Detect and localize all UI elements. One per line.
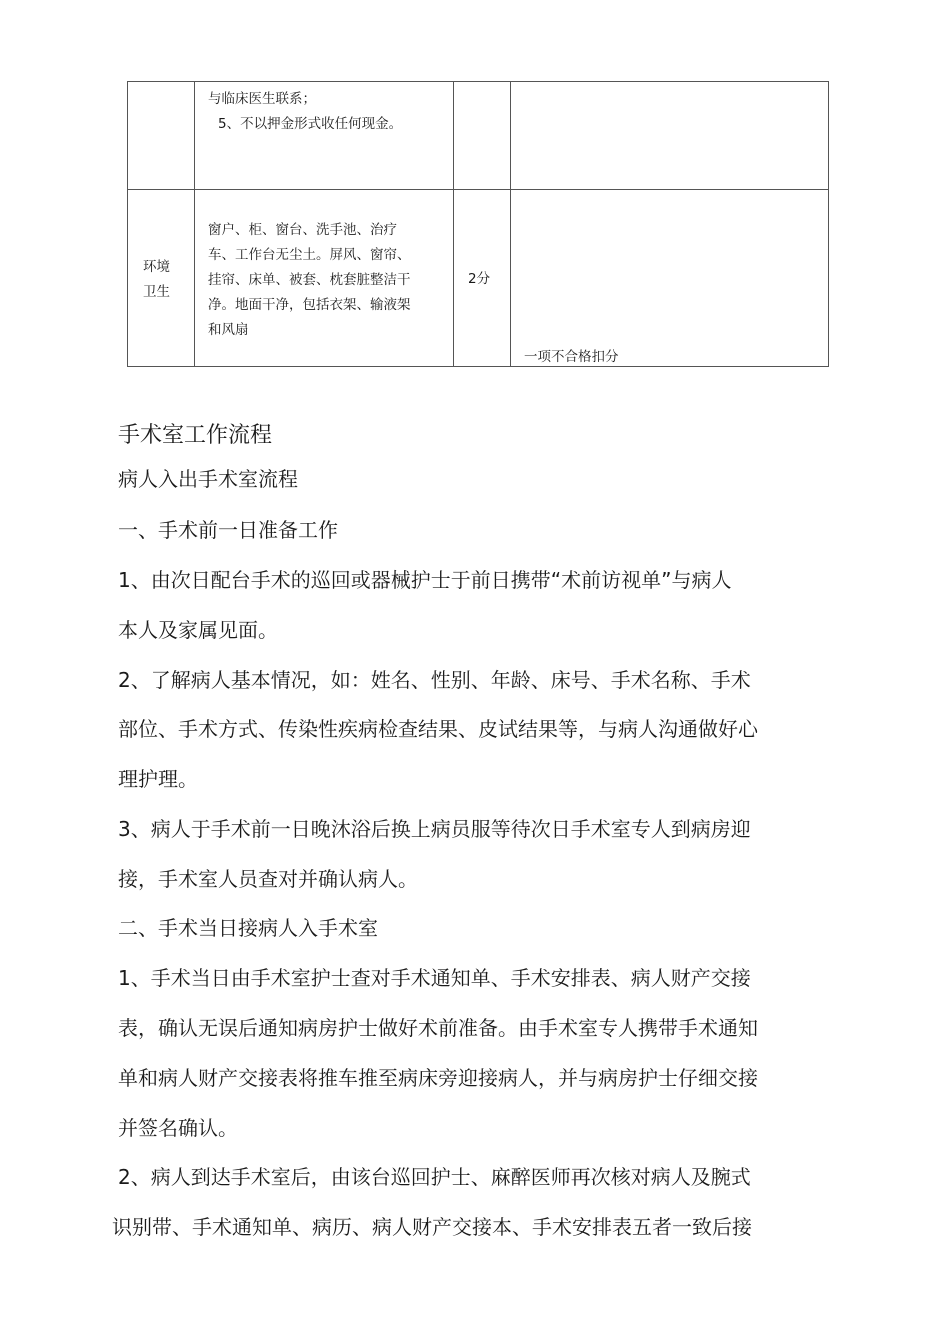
content-line: 净。地面干净，包括衣架、输液架 bbox=[208, 297, 411, 313]
table-border-bottom bbox=[127, 366, 829, 367]
row1-content-line: 5、不以押金形式收任何现金。 bbox=[218, 116, 403, 132]
row2-content bbox=[208, 218, 411, 343]
paragraph-line: 理护理。 bbox=[118, 767, 198, 791]
row2-category bbox=[143, 255, 170, 305]
section1-heading: 一、手术前一日准备工作 bbox=[118, 518, 338, 542]
paragraph-line: 并签名确认。 bbox=[118, 1116, 238, 1140]
content-line: 和风扇 bbox=[208, 322, 249, 338]
document-subtitle: 病人入出手术室流程 bbox=[118, 467, 298, 491]
table-row-divider bbox=[127, 189, 829, 190]
paragraph-line: 3、病人于手术前一日晚沐浴后换上病员服等待次日手术室专人到病房迎 bbox=[118, 817, 751, 841]
evaluation-table bbox=[127, 81, 829, 367]
table-border-right bbox=[828, 81, 829, 367]
table-border-left bbox=[127, 81, 128, 367]
row1-content bbox=[208, 87, 402, 137]
paragraph-line: 本人及家属见面。 bbox=[118, 618, 278, 642]
paragraph-line: 表，确认无误后通知病房护士做好术前准备。由手术室专人携带手术通知 bbox=[118, 1016, 758, 1040]
row1-content-line: 与临床医生联系； bbox=[208, 91, 316, 107]
category-line: 环境 bbox=[143, 259, 170, 275]
content-line: 车、工作台无尘土。屏风、窗帘、 bbox=[208, 247, 411, 263]
paragraph-line: 1、手术当日由手术室护士查对手术通知单、手术安排表、病人财产交接 bbox=[118, 966, 751, 990]
content-line: 挂帘、床单、被套、枕套脏整洁干 bbox=[208, 272, 411, 288]
paragraph-line: 识别带、手术通知单、病历、病人财产交接本、手术安排表五者一致后接 bbox=[112, 1215, 752, 1239]
table-col-divider bbox=[194, 81, 195, 367]
paragraph-line: 2、病人到达手术室后，由该台巡回护士、麻醉医师再次核对病人及腕式 bbox=[118, 1165, 751, 1189]
content-line: 窗户、柜、窗台、洗手池、治疗 bbox=[208, 222, 397, 238]
document-title: 手术室工作流程 bbox=[118, 423, 273, 448]
paragraph-line: 1、由次日配台手术的巡回或器械护士于前日携带“术前访视单”与病人 bbox=[118, 568, 732, 592]
table-border-top bbox=[127, 81, 829, 82]
table-col-divider bbox=[453, 81, 454, 367]
row2-score: 2分 bbox=[468, 271, 491, 287]
table-col-divider bbox=[510, 81, 511, 367]
paragraph-line: 部位、手术方式、传染性疾病检查结果、皮试结果等，与病人沟通做好心 bbox=[118, 717, 758, 741]
row2-note: 一项不合格扣分 bbox=[524, 349, 619, 365]
category-line: 卫生 bbox=[143, 284, 170, 300]
paragraph-line: 2、了解病人基本情况，如：姓名、性别、年龄、床号、手术名称、手术 bbox=[118, 668, 751, 692]
section2-heading: 二、手术当日接病人入手术室 bbox=[118, 916, 378, 940]
paragraph-line: 接，手术室人员查对并确认病人。 bbox=[118, 867, 418, 891]
paragraph-line: 单和病人财产交接表将推车推至病床旁迎接病人，并与病房护士仔细交接 bbox=[118, 1066, 758, 1090]
